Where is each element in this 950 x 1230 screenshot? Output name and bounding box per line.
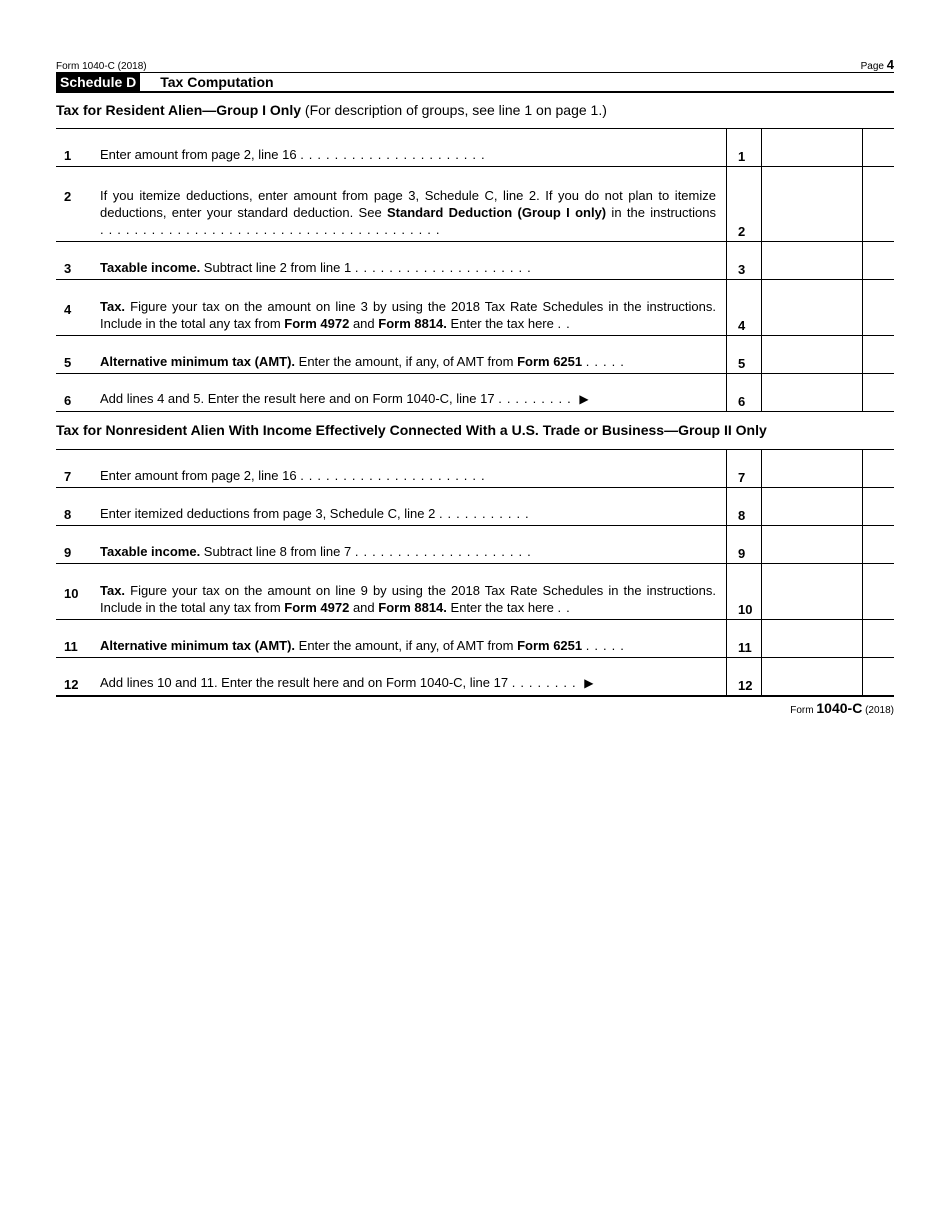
line-description <box>92 259 726 279</box>
line-text: Add lines 4 and 5. Enter the result here and on Form 1040-C, line 17 <box>100 391 495 406</box>
schedule-title: Tax Computation <box>160 74 274 90</box>
schedule-tag: Schedule D <box>56 73 140 91</box>
line-text: Enter amount from page 2, line 16 <box>100 147 297 162</box>
line-1-cents-field[interactable] <box>862 129 896 166</box>
line-5-amount-field[interactable] <box>761 336 862 373</box>
line-10-cents-field[interactable] <box>862 564 896 619</box>
leader-dots: .. <box>557 600 575 615</box>
leader-dots: ........ <box>511 675 581 690</box>
form-label: Form 1040-C (2018) <box>56 61 147 72</box>
leader-dots: ..... <box>585 638 629 653</box>
line-4-row <box>56 280 894 336</box>
leader-dots: ..................... <box>354 544 536 559</box>
line-number: 6 <box>64 393 72 408</box>
line-box-label: 8 <box>726 488 761 525</box>
page-number-value: 4 <box>886 57 894 72</box>
line-number: 10 <box>64 586 79 601</box>
line-description <box>92 582 726 619</box>
line-6-row <box>56 374 894 411</box>
line-text: Enter the amount, if any, of AMT from <box>295 354 518 369</box>
line-box-label: 11 <box>726 620 761 657</box>
section-group-1-heading <box>56 93 894 129</box>
line-3-cents-field[interactable] <box>862 242 896 279</box>
line-text: Enter the amount, if any, of AMT from <box>295 638 518 653</box>
line-text-end: Enter the tax here <box>446 600 554 615</box>
line-8-cents-field[interactable] <box>862 488 896 525</box>
form-reference: Form 4972 <box>284 316 350 331</box>
line-text-end: Enter the tax here <box>446 316 554 331</box>
section-1-heading-bold: Tax for Resident Alien—Group I Only <box>56 102 302 118</box>
line-text: If you itemize deductions, enter amount from page 3, Schedule C, line 2. If you do not plan to itemize deductions, enter your standard deduction. See <box>100 188 716 220</box>
line-8-amount-field[interactable] <box>761 488 862 525</box>
line-text: Figure your tax on the amount on line 9 by using the 2018 Tax Rate Schedules in the instructions. Include in the total any tax from <box>100 583 716 615</box>
line-number: 7 <box>64 469 72 484</box>
line-6-cents-field[interactable] <box>862 374 896 411</box>
form-reference: Form 6251 <box>517 638 583 653</box>
line-12-cents-field[interactable] <box>862 658 896 695</box>
section-group-2-heading <box>56 411 894 450</box>
line-number: 5 <box>64 355 72 370</box>
line-12-amount-field[interactable] <box>761 658 862 695</box>
line-text: Add lines 10 and 11. Enter the result here and on Form 1040-C, line 17 <box>100 675 509 690</box>
line-description <box>92 543 726 563</box>
line-7-cents-field[interactable] <box>862 450 896 487</box>
line-text-and: and <box>349 316 379 331</box>
line-4-amount-field[interactable] <box>761 280 862 335</box>
line-description <box>92 187 726 241</box>
leader-dots: ...................... <box>300 147 490 162</box>
line-3-row <box>56 242 894 280</box>
line-2-amount-field[interactable] <box>761 167 862 241</box>
line-text-and: and <box>349 600 379 615</box>
line-7-row <box>56 450 894 488</box>
line-6-amount-field[interactable] <box>761 374 862 411</box>
line-number: 8 <box>64 507 72 522</box>
line-2-cents-field[interactable] <box>862 167 896 241</box>
line-description <box>92 390 726 411</box>
line-9-cents-field[interactable] <box>862 526 896 563</box>
line-text-end: in the instructions <box>606 205 716 220</box>
line-11-amount-field[interactable] <box>761 620 862 657</box>
leader-dots: ...................... <box>300 468 490 483</box>
line-9-amount-field[interactable] <box>761 526 862 563</box>
leader-dots: ........... <box>438 506 534 521</box>
right-arrow-icon: ▶ <box>584 676 594 690</box>
leader-dots: ..................... <box>354 260 536 275</box>
line-text: Figure your tax on the amount on line 3 by using the 2018 Tax Rate Schedules in the instructions. Include in the total any tax from <box>100 299 716 331</box>
right-arrow-icon: ▶ <box>579 392 589 406</box>
line-10-amount-field[interactable] <box>761 564 862 619</box>
line-number: 1 <box>64 148 72 163</box>
line-description <box>92 298 726 335</box>
line-box-label: 2 <box>726 167 761 241</box>
leader-dots: ..... <box>585 354 629 369</box>
form-reference: Form 8814. <box>378 316 447 331</box>
line-description <box>92 146 726 166</box>
line-box-label: 3 <box>726 242 761 279</box>
page-header <box>56 52 894 72</box>
line-text: Subtract line 2 from line 1 <box>200 260 352 275</box>
line-box-label: 4 <box>726 280 761 335</box>
line-5-cents-field[interactable] <box>862 336 896 373</box>
line-box-label: 6 <box>726 374 761 411</box>
form-reference: Form 4972 <box>284 600 350 615</box>
line-10-row <box>56 564 894 620</box>
line-2-row <box>56 167 894 242</box>
line-number: 4 <box>64 302 72 317</box>
line-box-label: 10 <box>726 564 761 619</box>
group-1-lines <box>56 129 894 411</box>
leader-dots: ......... <box>498 391 576 406</box>
line-description <box>92 674 726 695</box>
line-text-bold: Alternative minimum tax (AMT). <box>100 638 296 653</box>
line-box-label: 1 <box>726 129 761 166</box>
line-1-amount-field[interactable] <box>761 129 862 166</box>
page-label: Page <box>860 61 884 72</box>
line-11-cents-field[interactable] <box>862 620 896 657</box>
line-9-row <box>56 526 894 564</box>
footer-form-prefix: Form <box>790 705 814 716</box>
line-text-bold: Taxable income. <box>100 544 201 559</box>
page-footer <box>56 700 894 716</box>
group-2-lines <box>56 450 894 697</box>
line-description <box>92 505 726 525</box>
line-3-amount-field[interactable] <box>761 242 862 279</box>
line-8-row <box>56 488 894 526</box>
line-box-label: 5 <box>726 336 761 373</box>
line-4-cents-field[interactable] <box>862 280 896 335</box>
line-number: 2 <box>64 189 72 204</box>
line-text-bold: Standard Deduction (Group I only) <box>387 205 607 220</box>
leader-dots: ........................................ <box>100 222 445 237</box>
line-text-bold: Alternative minimum tax (AMT). <box>100 354 296 369</box>
line-text: Subtract line 8 from line 7 <box>200 544 352 559</box>
line-text-bold: Tax. <box>100 299 126 314</box>
line-number: 3 <box>64 261 72 276</box>
line-5-row <box>56 336 894 374</box>
footer-year: (2018) <box>865 705 894 716</box>
line-number: 11 <box>64 639 78 654</box>
form-reference: Form 8814. <box>378 600 447 615</box>
line-7-amount-field[interactable] <box>761 450 862 487</box>
line-description <box>92 637 726 657</box>
line-text-bold: Tax. <box>100 583 126 598</box>
line-text: Enter amount from page 2, line 16 <box>100 468 297 483</box>
line-11-row <box>56 620 894 658</box>
form-page <box>56 52 894 716</box>
line-number: 9 <box>64 545 72 560</box>
line-1-row <box>56 129 894 167</box>
page-number <box>861 57 894 72</box>
footer-form-name: 1040-C <box>816 700 863 716</box>
line-description <box>92 467 726 487</box>
section-2-heading-bold: Tax for Nonresident Alien With Income Effectively Connected With a U.S. Trade or Business—Group II Only <box>56 422 767 438</box>
section-1-heading-rest: (For description of groups, see line 1 on page 1.) <box>301 102 607 118</box>
line-text: Enter itemized deductions from page 3, Schedule C, line 2 <box>100 506 436 521</box>
line-box-label: 7 <box>726 450 761 487</box>
form-reference: Form 6251 <box>517 354 583 369</box>
schedule-title-bar <box>56 72 894 93</box>
line-12-row <box>56 658 894 695</box>
leader-dots: .. <box>557 316 575 331</box>
line-box-label: 9 <box>726 526 761 563</box>
line-number: 12 <box>64 677 79 692</box>
line-text-bold: Taxable income. <box>100 260 201 275</box>
line-box-label: 12 <box>726 658 761 695</box>
line-description <box>92 353 726 373</box>
